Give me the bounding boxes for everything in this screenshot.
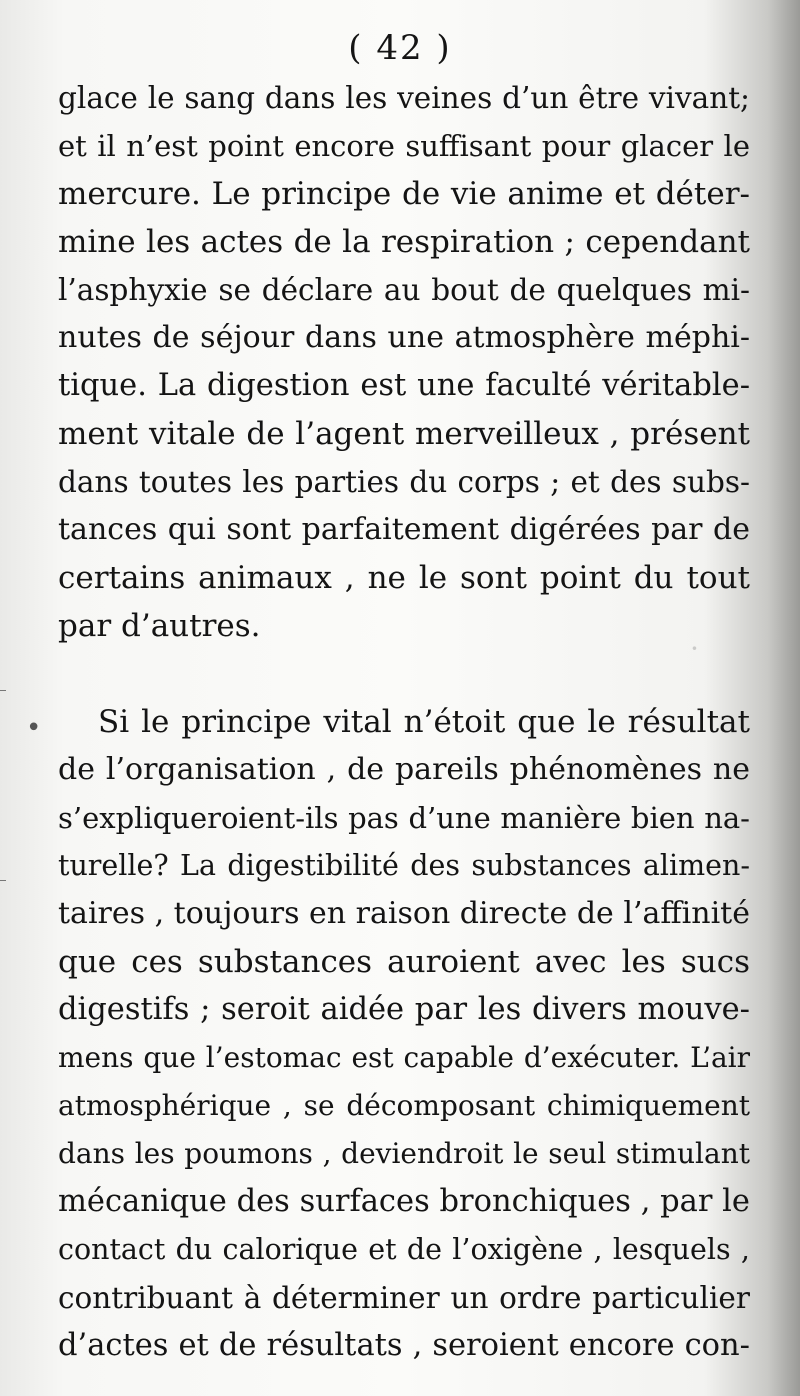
page-number: ( 42 ) — [348, 28, 452, 68]
text-line: certains animaux , ne le sont point du tout — [58, 560, 750, 596]
text-line: mécanique des surfaces bronchiques , par le — [58, 1184, 750, 1219]
margin-mark — [0, 690, 6, 691]
text-line: tances qui sont parfaitement digérées par de — [58, 512, 750, 547]
text-line: turelle? La digestibilité des substances alimen- — [58, 849, 750, 882]
text-line: s’expliqueroient-ils pas d’une manière bien na- — [58, 801, 750, 835]
text-line: contribuant à déterminer un ordre particulier — [58, 1281, 750, 1315]
text-line: et il n’est point encore suffisant pour glacer le — [58, 129, 750, 163]
text-line: Si le principe vital n’étoit que le résultat — [98, 704, 750, 740]
text-line: contact du calorique et de l’oxigène , lesquels , — [58, 1233, 750, 1266]
text-line: glace le sang dans les veines d’un être vivant; — [58, 81, 750, 115]
text-line: atmosphérique , se décomposant chimiquement — [58, 1089, 750, 1122]
text-line: d’actes et de résultats , seroient encore con- — [58, 1328, 750, 1363]
text-line: nutes de séjour dans une atmosphère méphi- — [58, 320, 750, 355]
text-line: taires , toujours en raison directe de l’affinité — [58, 896, 750, 931]
text-line: tique. La digestion est une faculté véritable- — [58, 368, 750, 403]
show-through-text: · — [690, 632, 699, 665]
margin-mark — [0, 880, 6, 881]
text-line: mine les actes de la respiration ; cependant — [58, 224, 750, 260]
text-line: mens que l’estomac est capable d’exécuter. L’air — [58, 1041, 750, 1074]
text-line: de l’organisation , de pareils phénomènes ne — [58, 752, 750, 787]
text-line: digestifs ; seroit aidée par les divers mouve- — [58, 992, 750, 1027]
text-line: l’asphyxie se déclare au bout de quelques mi- — [58, 273, 750, 307]
text-line: que ces substances auroient avec les sucs — [58, 944, 750, 980]
text-line: par d’autres. — [58, 608, 261, 644]
text-line: dans les poumons , deviendroit le seul stimulant — [58, 1137, 750, 1170]
text-line: dans toutes les parties du corps ; et des subs- — [58, 465, 750, 499]
bullet-mark: • — [26, 713, 42, 743]
text-line: ment vitale de l’agent merveilleux , présent — [58, 416, 750, 452]
text-line: mercure. Le principe de vie anime et déter- — [58, 176, 750, 212]
